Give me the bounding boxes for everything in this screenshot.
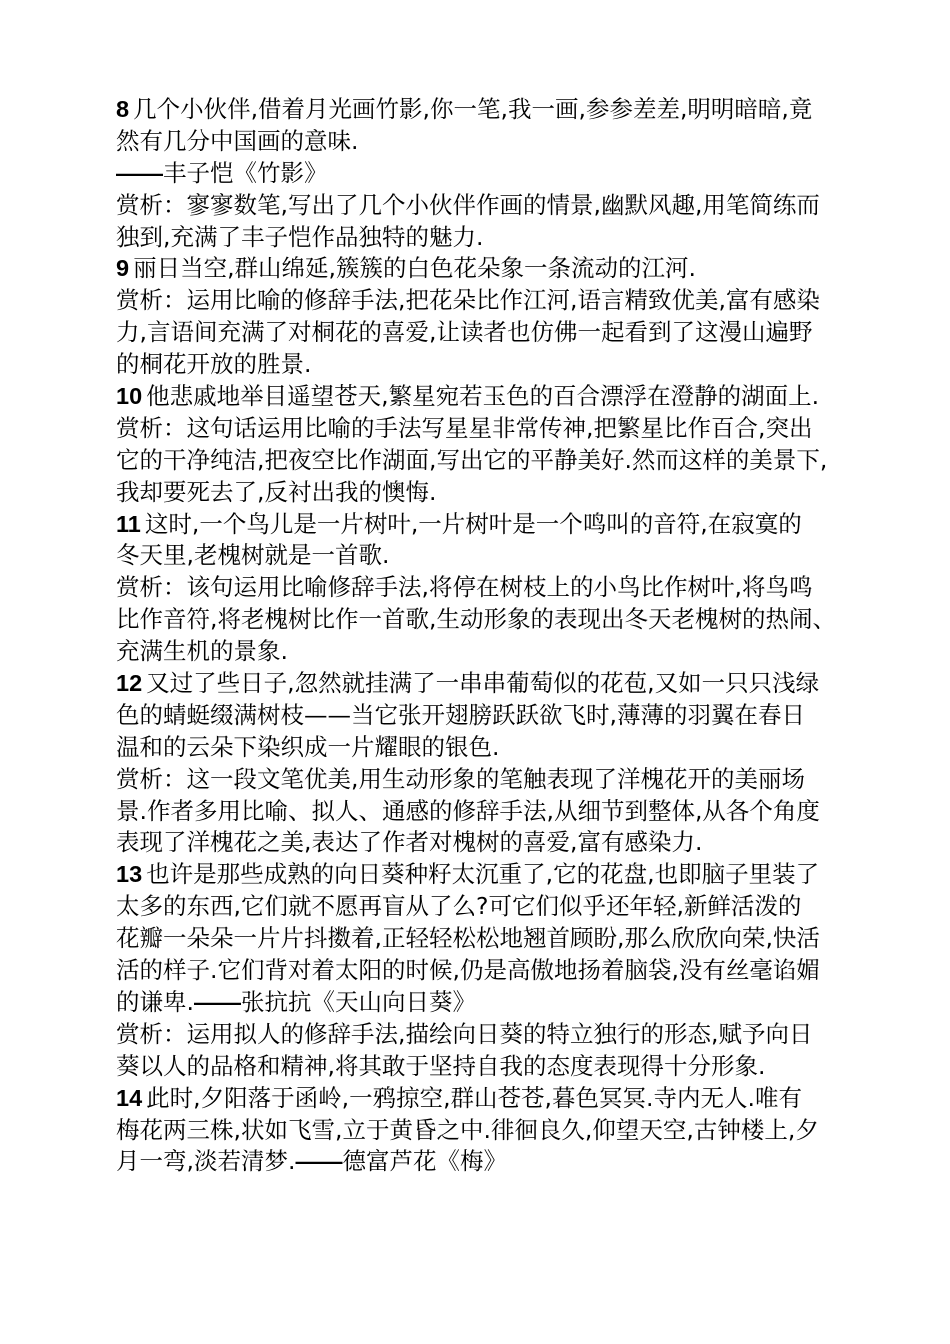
text-line — [116, 381, 846, 413]
text-line — [116, 1146, 846, 1178]
text-line — [116, 732, 846, 764]
text-line — [116, 285, 846, 317]
text-line — [116, 572, 846, 604]
item-number: 11 — [116, 510, 141, 537]
text-line — [116, 540, 846, 572]
em-dash: —— — [193, 988, 241, 1015]
text-line — [116, 827, 846, 859]
line-text: 它的干净纯洁,把夜空比作湖面,写出它的平静美好.然而这样的美景下, — [116, 445, 828, 474]
line-text: 此时,夕阳落于函岭,一鸦掠空,群山苍苍,暮色冥冥.寺内无人.唯有 — [146, 1083, 802, 1112]
line-text: 的谦卑. — [116, 987, 194, 1016]
text-line — [116, 955, 846, 987]
item-number: 14 — [116, 1084, 143, 1111]
line-text: 活的样子.它们背对着太阳的时候,仍是高傲地扬着脑袋,没有丝毫谄媚 — [116, 956, 820, 985]
line-text: 花瓣一朵朵一片片抖擞着,正轻轻松松地翘首顾盼,那么欣欣向荣,快活 — [116, 924, 820, 953]
line-text: 赏析：运用拟人的修辞手法,描绘向日葵的特立独行的形态,赋予向日 — [116, 1019, 813, 1048]
text-line — [116, 1051, 846, 1083]
line-text: 然有几分中国画的意味. — [116, 126, 359, 155]
line-text: 景.作者多用比喻、拟人、通感的修辞手法,从细节到整体,从各个角度 — [116, 796, 820, 825]
text-line — [116, 94, 846, 126]
text-line — [116, 317, 846, 349]
text-line — [116, 668, 846, 700]
text-line — [116, 700, 846, 732]
line-text: 丽日当空,群山绵延,簇簇的白色花朵象一条流动的江河. — [133, 254, 696, 283]
em-dash: —— — [116, 159, 163, 186]
line-text: 赏析：寥寥数笔,写出了几个小伙伴作画的情景,幽默风趣,用笔简练而 — [116, 190, 820, 219]
line-text: 也许是那些成熟的向日葵种籽太沉重了,它的花盘,也即脑子里装了 — [146, 860, 820, 889]
attribution-text: 德富芦花《梅》 — [342, 1147, 507, 1176]
text-line — [116, 126, 846, 158]
text-line — [116, 764, 846, 796]
text-line — [116, 987, 846, 1019]
line-text: 又过了些日子,忽然就挂满了一串串葡萄似的花苞,又如一只只浅绿 — [146, 669, 820, 698]
text-line — [116, 477, 846, 509]
line-text: 赏析：该句运用比喻修辞手法,将停在树枝上的小鸟比作树叶,将鸟鸣 — [116, 573, 813, 602]
line-text: 我却要死去了,反衬出我的懊悔. — [116, 477, 437, 506]
line-text: 冬天里,老槐树就是一首歌. — [116, 541, 390, 570]
line-text: 赏析：运用比喻的修辞手法,把花朵比作江河,语言精致优美,富有感染 — [116, 286, 820, 315]
line-text: 葵以人的品格和精神,将其敢于坚持自我的态度表现得十分形象. — [116, 1051, 766, 1080]
text-line — [116, 1019, 846, 1051]
line-text: 色的蜻蜓缀满树枝——当它张开翅膀跃跃欲飞时,薄薄的羽翼在春日 — [116, 700, 805, 729]
line-text: 梅花两三株,状如飞雪,立于黄昏之中.徘徊良久,仰望天空,古钟楼上,夕 — [116, 1115, 819, 1144]
line-text: 赏析：这句话运用比喻的手法写星星非常传神,把繁星比作百合,突出 — [116, 413, 813, 442]
line-text: 独到,充满了丰子恺作品独特的魅力. — [116, 222, 484, 251]
text-line — [116, 413, 846, 445]
text-line — [116, 253, 846, 285]
item-number: 8 — [116, 96, 130, 122]
text-line — [116, 636, 846, 668]
line-text: 赏析：这一段文笔优美,用生动形象的笔触表现了洋槐花开的美丽场 — [116, 764, 805, 793]
text-line — [116, 158, 846, 190]
attribution-text: 张抗抗《天山向日葵》 — [240, 987, 476, 1016]
line-text: 表现了洋槐花之美,表达了作者对槐树的喜爱,富有感染力. — [116, 828, 703, 857]
text-line — [116, 190, 846, 222]
line-text: 的桐花开放的胜景. — [116, 350, 312, 379]
text-line — [116, 604, 846, 636]
document-page — [116, 94, 846, 1178]
item-number: 10 — [116, 383, 143, 410]
text-line — [116, 796, 846, 828]
line-text: 他悲戚地举目遥望苍天,繁星宛若玉色的百合漂浮在澄静的湖面上. — [146, 382, 820, 411]
item-number: 9 — [116, 255, 130, 282]
text-line — [116, 222, 846, 254]
text-line — [116, 859, 846, 891]
item-number: 12 — [116, 670, 143, 697]
line-text: 月一弯,淡若清梦. — [116, 1147, 296, 1176]
line-text: 充满生机的景象. — [116, 637, 288, 666]
text-line — [116, 1083, 846, 1115]
text-line — [116, 509, 846, 541]
line-text: 比作音符,将老槐树比作一首歌,生动形象的表现出冬天老槐树的热闹、 — [116, 605, 836, 634]
text-line — [116, 349, 846, 381]
line-text: 太多的东西,它们就不愿再盲从了么?可它们似乎还年轻,新鲜活泼的 — [116, 892, 802, 921]
text-line — [116, 445, 846, 477]
line-text: 力,言语间充满了对桐花的喜爱,让读者也仿佛一起看到了这漫山遍野 — [116, 318, 813, 347]
line-text: 这时,一个鸟儿是一片树叶,一片树叶是一个鸣叫的音符,在寂寞的 — [144, 509, 802, 538]
em-dash: —— — [295, 1148, 343, 1175]
text-line — [116, 1115, 846, 1147]
item-number: 13 — [116, 861, 143, 888]
text-line — [116, 891, 846, 923]
line-text: 温和的云朵下染织成一片耀眼的银色. — [116, 732, 500, 761]
line-text: 几个小伙伴,借着月光画竹影,你一笔,我一画,参参差差,明明暗暗,竟 — [133, 95, 813, 123]
line-text: 丰子恺《竹影》 — [163, 158, 328, 187]
text-line — [116, 923, 846, 955]
